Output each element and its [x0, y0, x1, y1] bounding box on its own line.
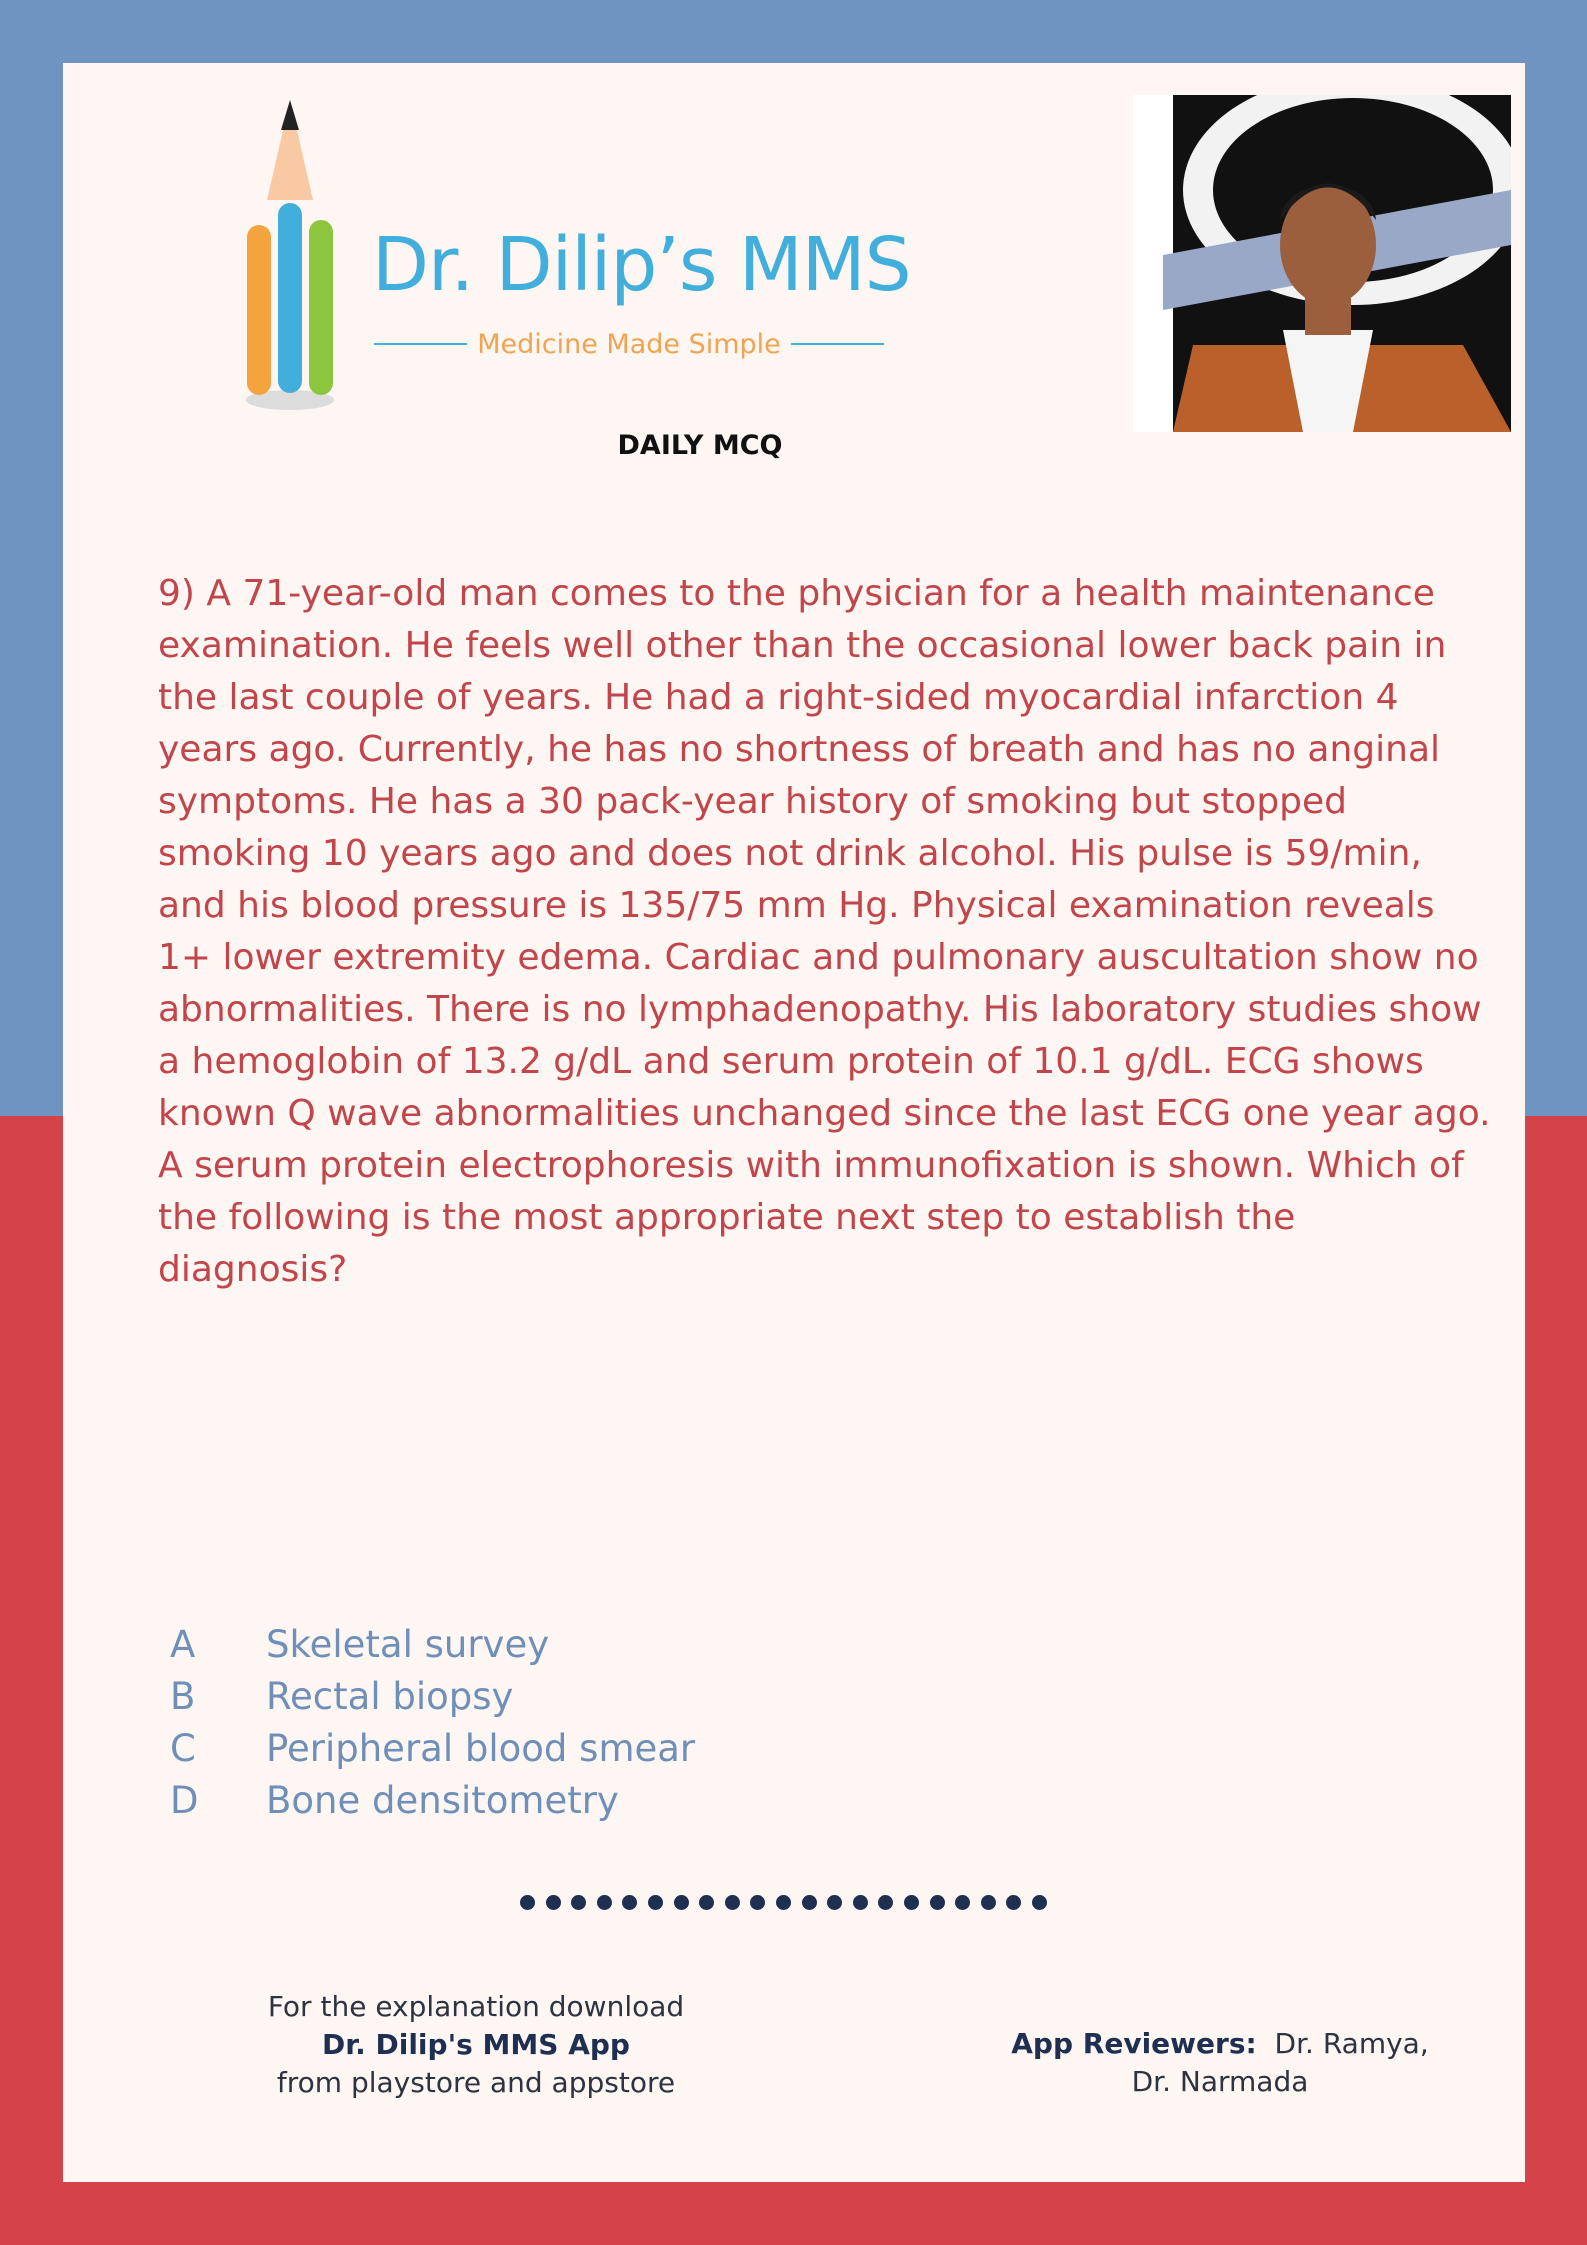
app-reviewers — [960, 2025, 1480, 2101]
option-text: Bone densitometry — [266, 1778, 619, 1822]
option-letter: A — [170, 1622, 196, 1666]
brand-name: Dr. Dilip’s MMS — [372, 222, 911, 308]
option-text: Peripheral blood smear — [266, 1726, 696, 1770]
download-line-3: from playstore and appstore — [276, 2066, 676, 2099]
option-c[interactable] — [170, 1722, 1070, 1774]
tagline-rule-right — [791, 343, 884, 345]
tagline-row — [374, 326, 884, 362]
tagline: Medicine Made Simple — [477, 328, 781, 360]
app-name: Dr. Dilip's MMS App — [322, 2028, 630, 2061]
option-letter: B — [170, 1674, 196, 1718]
section-title: DAILY MCQ — [617, 430, 783, 461]
option-a[interactable] — [170, 1618, 1070, 1670]
reviewers-line-1: App Reviewers: Dr. Ramya, — [1011, 2027, 1429, 2060]
doctor-photo — [1133, 95, 1511, 432]
download-info — [226, 1988, 726, 2102]
download-line-1: For the explanation download — [267, 1990, 685, 2023]
question-text: 9) A 71-year-old man comes to the physician for a health maintenance examination. He feels well other than the occasional lower back pain in the last couple of years. He had a right-sided myocardial infarction 4 years ago. Currently, he has no shortness of breath and has no anginal symptoms. He has a 30 pack-year history of smoking but stopped smoking 10 years ago and does not drink alcohol. His pulse is 59/min, and his blood pressure is 135/75 mm Hg. Physical examination reveals 1+ lower extremity edema. Cardiac and pulmonary auscultation show no abnormalities. There is no lymphadenopathy. His laboratory studies show a hemoglobin of 13.2 g/dL and serum protein of 10.1 g/dL. ECG shows known Q wave abnormalities unchanged since the last ECG one year ago. A serum protein electrophoresis with immunofixation is shown. Which of the following is the most appropriate next step to establish the diagnosis? — [158, 573, 1491, 1290]
dot-divider — [520, 1895, 1120, 1910]
option-text: Rectal biopsy — [266, 1674, 514, 1718]
option-letter: C — [170, 1726, 196, 1770]
option-b[interactable] — [170, 1670, 1070, 1722]
option-text: Skeletal survey — [266, 1622, 550, 1666]
option-d[interactable] — [170, 1774, 1070, 1826]
reviewers-line-2: Dr. Narmada — [1131, 2065, 1309, 2098]
answer-options — [170, 1618, 1070, 1826]
option-letter: D — [170, 1778, 199, 1822]
tagline-rule-left — [374, 343, 467, 345]
